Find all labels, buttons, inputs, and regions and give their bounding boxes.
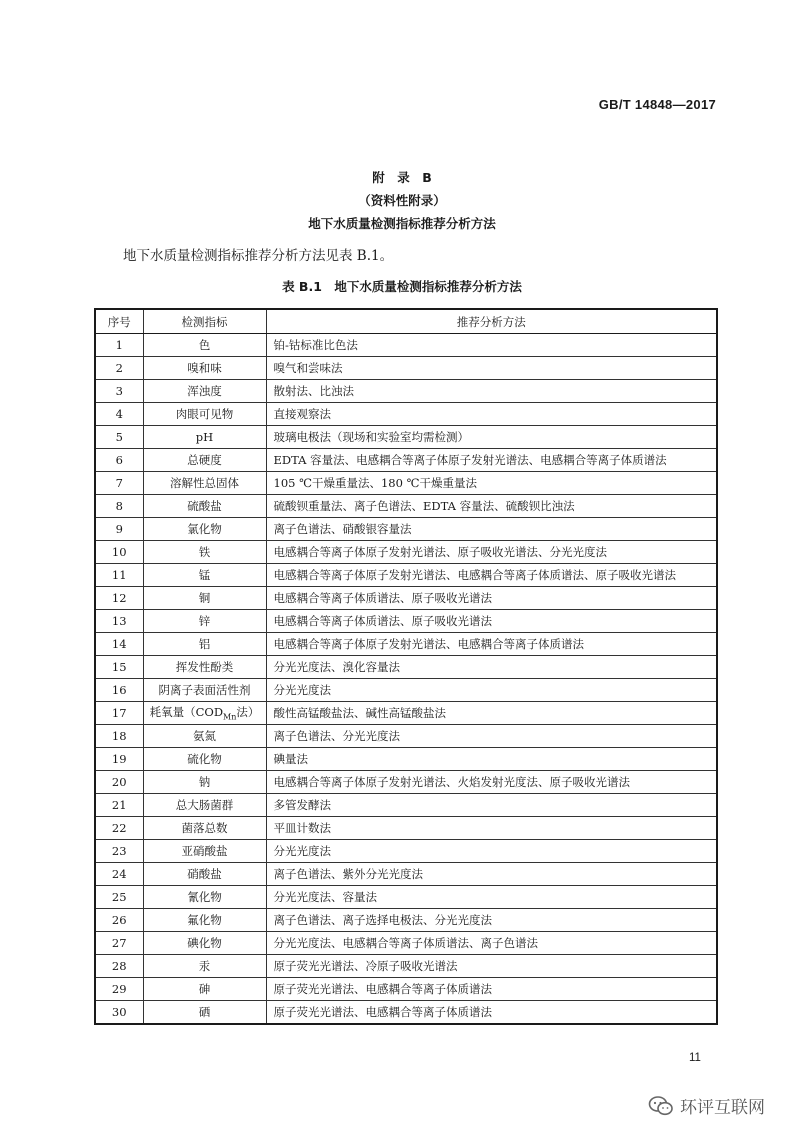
watermark (648, 1093, 765, 1118)
table-row (95, 679, 717, 702)
appendix-title: 附 录 B (372, 170, 432, 185)
method-cell: 酸性高锰酸盐法、碱性高锰酸盐法 (266, 702, 717, 725)
row-number-cell: 12 (95, 587, 143, 610)
indicator-cell: 浑浊度 (143, 380, 266, 403)
indicator-cell: 嗅和味 (143, 357, 266, 380)
indicator-cell: 氟化物 (143, 909, 266, 932)
row-number-cell: 22 (95, 817, 143, 840)
indicator-cell: 阴离子表面活性剂 (143, 679, 266, 702)
indicator-cell: 氯化物 (143, 518, 266, 541)
indicator-cell: 挥发性酚类 (143, 656, 266, 679)
indicator-cell: 铜 (143, 587, 266, 610)
indicator-cell: 钠 (143, 771, 266, 794)
method-cell: 直接观察法 (266, 403, 717, 426)
table-row (95, 978, 717, 1001)
method-cell: 多管发酵法 (266, 794, 717, 817)
row-number-cell: 25 (95, 886, 143, 909)
row-number-cell: 30 (95, 1001, 143, 1025)
indicator-cell: 总大肠菌群 (143, 794, 266, 817)
method-cell: 硫酸钡重量法、离子色谱法、EDTA 容量法、硫酸钡比浊法 (266, 495, 717, 518)
indicator-cell: 碘化物 (143, 932, 266, 955)
table-body (95, 334, 717, 1025)
indicator-cell: 肉眼可见物 (143, 403, 266, 426)
row-number-cell: 8 (95, 495, 143, 518)
column-header-indicator: 检测指标 (143, 309, 266, 334)
row-number-cell: 27 (95, 932, 143, 955)
method-cell: 原子荧光光谱法、电感耦合等离子体质谱法 (266, 978, 717, 1001)
indicator-cell: pH (143, 426, 266, 449)
indicator-cell: 汞 (143, 955, 266, 978)
wechat-icon (648, 1095, 674, 1117)
row-number-cell: 17 (95, 702, 143, 725)
method-cell: 电感耦合等离子体质谱法、原子吸收光谱法 (266, 587, 717, 610)
column-header-method: 推荐分析方法 (266, 309, 717, 334)
method-cell: 碘量法 (266, 748, 717, 771)
row-number-cell: 29 (95, 978, 143, 1001)
indicator-cell: 铁 (143, 541, 266, 564)
table-row (95, 472, 717, 495)
table-row (95, 380, 717, 403)
indicator-cell: 色 (143, 334, 266, 357)
indicator-cell: 耗氧量（$COD_{Mn}$法） (143, 702, 266, 725)
standard-code: GB/T 14848—2017 (598, 97, 716, 112)
method-cell: 散射法、比浊法 (266, 380, 717, 403)
table-row (95, 541, 717, 564)
row-number-cell: 24 (95, 863, 143, 886)
indicator-cell: 硝酸盐 (143, 863, 266, 886)
row-number-cell: 9 (95, 518, 143, 541)
method-cell: 离子色谱法、硝酸银容量法 (266, 518, 717, 541)
row-number-cell: 13 (95, 610, 143, 633)
table-row (95, 426, 717, 449)
table-row (95, 748, 717, 771)
method-cell: 电感耦合等离子体原子发射光谱法、电感耦合等离子体质谱法 (266, 633, 717, 656)
table-row (95, 725, 717, 748)
indicator-cell: 溶解性总固体 (143, 472, 266, 495)
row-number-cell: 1 (95, 334, 143, 357)
table-row (95, 909, 717, 932)
method-cell: 铂-钴标准比色法 (266, 334, 717, 357)
method-cell: 原子荧光光谱法、电感耦合等离子体质谱法 (266, 1001, 717, 1025)
row-number-cell: 3 (95, 380, 143, 403)
table-row (95, 886, 717, 909)
method-cell: 分光光度法 (266, 679, 717, 702)
method-cell: 电感耦合等离子体质谱法、原子吸收光谱法 (266, 610, 717, 633)
row-number-cell: 10 (95, 541, 143, 564)
row-number-cell: 19 (95, 748, 143, 771)
table-row (95, 702, 717, 725)
indicator-cell: 硫化物 (143, 748, 266, 771)
row-number-cell: 20 (95, 771, 143, 794)
method-cell: 分光光度法 (266, 840, 717, 863)
row-number-cell: 5 (95, 426, 143, 449)
methods-table (94, 308, 718, 1025)
indicator-cell: 锰 (143, 564, 266, 587)
table-row (95, 587, 717, 610)
method-cell: 电感耦合等离子体原子发射光谱法、电感耦合等离子体质谱法、原子吸收光谱法 (266, 564, 717, 587)
method-cell: 分光光度法、电感耦合等离子体质谱法、离子色谱法 (266, 932, 717, 955)
method-cell: 分光光度法、溴化容量法 (266, 656, 717, 679)
row-number-cell: 28 (95, 955, 143, 978)
table-row (95, 932, 717, 955)
table-row (95, 357, 717, 380)
indicator-cell: 硫酸盐 (143, 495, 266, 518)
indicator-cell: 总硬度 (143, 449, 266, 472)
row-number-cell: 2 (95, 357, 143, 380)
method-cell: 原子荧光光谱法、冷原子吸收光谱法 (266, 955, 717, 978)
column-header-no: 序号 (95, 309, 143, 334)
method-cell: 电感耦合等离子体原子发射光谱法、火焰发射光度法、原子吸收光谱法 (266, 771, 717, 794)
indicator-cell: 铝 (143, 633, 266, 656)
table-row (95, 863, 717, 886)
table-row (95, 794, 717, 817)
method-cell: 离子色谱法、离子选择电极法、分光光度法 (266, 909, 717, 932)
page-number: 11 (689, 1052, 701, 1064)
row-number-cell: 14 (95, 633, 143, 656)
table-row (95, 955, 717, 978)
indicator-cell: 菌落总数 (143, 817, 266, 840)
row-number-cell: 6 (95, 449, 143, 472)
indicator-cell: 砷 (143, 978, 266, 1001)
table-row (95, 564, 717, 587)
table-row (95, 840, 717, 863)
appendix-subject: 地下水质量检测指标推荐分析方法 (308, 216, 496, 231)
table-row (95, 1001, 717, 1025)
indicator-cell: 锌 (143, 610, 266, 633)
row-number-cell: 11 (95, 564, 143, 587)
methods-table-container (94, 308, 718, 1025)
indicator-cell: 亚硝酸盐 (143, 840, 266, 863)
table-row (95, 518, 717, 541)
method-cell: 嗅气和尝味法 (266, 357, 717, 380)
row-number-cell: 16 (95, 679, 143, 702)
row-number-cell: 4 (95, 403, 143, 426)
table-row (95, 656, 717, 679)
method-cell: 105 ℃干燥重量法、180 ℃干燥重量法 (266, 472, 717, 495)
table-row (95, 495, 717, 518)
watermark-text: 环评互联网 (680, 1098, 765, 1118)
row-number-cell: 18 (95, 725, 143, 748)
table-row (95, 610, 717, 633)
indicator-cell: 硒 (143, 1001, 266, 1025)
table-caption: 表 B.1 地下水质量检测指标推荐分析方法 (282, 279, 522, 294)
table-row (95, 771, 717, 794)
table-header-row (95, 309, 717, 334)
table-row (95, 334, 717, 357)
table-row (95, 403, 717, 426)
intro-paragraph: 地下水质量检测指标推荐分析方法见表 B.1。 (123, 248, 394, 264)
row-number-cell: 23 (95, 840, 143, 863)
table-row (95, 817, 717, 840)
method-cell: 电感耦合等离子体原子发射光谱法、原子吸收光谱法、分光光度法 (266, 541, 717, 564)
indicator-cell: 氰化物 (143, 886, 266, 909)
row-number-cell: 7 (95, 472, 143, 495)
table-row (95, 633, 717, 656)
method-cell: 离子色谱法、紫外分光光度法 (266, 863, 717, 886)
row-number-cell: 15 (95, 656, 143, 679)
table-row (95, 449, 717, 472)
method-cell: 平皿计数法 (266, 817, 717, 840)
method-cell: 玻璃电极法（现场和实验室均需检测） (266, 426, 717, 449)
method-cell: 离子色谱法、分光光度法 (266, 725, 717, 748)
appendix-nature: （资料性附录） (358, 193, 446, 208)
row-number-cell: 21 (95, 794, 143, 817)
method-cell: EDTA 容量法、电感耦合等离子体原子发射光谱法、电感耦合等离子体质谱法 (266, 449, 717, 472)
method-cell: 分光光度法、容量法 (266, 886, 717, 909)
indicator-cell: 氨氮 (143, 725, 266, 748)
row-number-cell: 26 (95, 909, 143, 932)
